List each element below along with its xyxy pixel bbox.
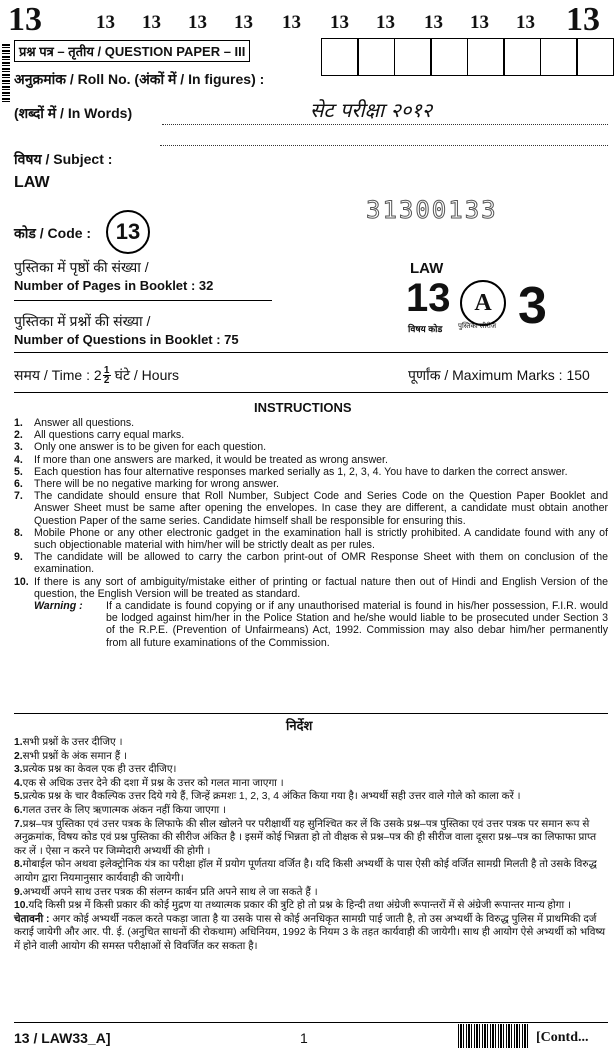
roll-box[interactable]	[394, 38, 432, 76]
list-item: 4. If more than one answers are marked, it would be treated as wrong answer.	[14, 453, 388, 466]
badge-number: 3	[518, 277, 547, 335]
list-item: 9.अभ्यर्थी अपने साथ उत्तर पत्रक की संलग्न कार्बन प्रति अपने साथ ले जा सकते हैं ।	[14, 886, 318, 898]
top-code-left: 13	[8, 1, 42, 38]
time-fraction-num: 1	[103, 365, 110, 376]
nirdesh-list	[14, 736, 608, 954]
top-code-10: 13	[516, 12, 535, 33]
warning-item-hindi	[14, 913, 608, 954]
footer-barcode-icon	[458, 1024, 530, 1048]
instructions-top-divider	[14, 392, 608, 393]
badge-subject-code: 13	[406, 276, 451, 320]
serial-number: 31300133	[366, 196, 498, 224]
roll-box[interactable]	[540, 38, 578, 76]
badge-subject: LAW	[410, 260, 444, 277]
top-code-1: 13	[96, 12, 115, 33]
questions-label: Number of Questions in Booklet : 75	[14, 332, 239, 347]
list-item: 3. Only one answer is to be given for each question.	[14, 441, 267, 454]
list-item: 7.प्रश्न–पत्र पुस्तिका एवं उत्तर पत्रक के लिफाफे की सील खोलने पर परीक्षार्थी यह सुनिश्चित कर लें कि उसके प्रश्न–पत्र पुस्तिका एवं उत्तर पत्रक पर समान रूप से अनुक्रमांक, विषय कोड एवं प्रश्न पुस्तिका की सीरीज अंकित है । इसमें कोई भिन्नता हो तो वीक्षक से प्रश्न–पत्र की ही सीरीज वाला दूसरा प्रश्न–पत्र का लिफाफा प्राप्त कर लें । ऐसा न करने पर जिम्मेदारी अभ्यर्थी की होगी ।	[14, 818, 597, 857]
subject-label: विषय / Subject :	[14, 151, 113, 167]
roll-box[interactable]	[357, 38, 395, 76]
list-item: 5. Each question has four alternative responses marked serially as 1, 2, 3, 4. You have to darken the correct answer.	[14, 465, 568, 478]
top-code-5: 13	[282, 12, 301, 33]
instructions-title: INSTRUCTIONS	[254, 400, 352, 415]
footer-code: 13 / LAW33_A]	[14, 1030, 111, 1046]
list-item: 8. Mobile Phone or any other electronic gadget in the examination hall is strictly prohibited. A candidate found with any of such objectionable material with him/her will be strictly dealt as per rules.	[14, 526, 608, 552]
code-value: 13	[115, 219, 141, 244]
side-barcode-icon	[2, 44, 10, 104]
contd-label: [Contd...	[536, 1030, 589, 1045]
list-item: 10.यदि किसी प्रश्न में किसी प्रकार की कोई मुद्रण या तथ्यात्मक प्रकार की त्रुटि हो तो प्रश्न के हिन्दी तथा अंग्रेजी रूपान्तरों में से अंग्रेजी रूपान्तर मान्य होगा ।	[14, 900, 571, 912]
roll-words-line	[162, 124, 608, 125]
footer-divider	[14, 1022, 608, 1023]
top-code-row	[0, 1, 616, 38]
instructions-list	[14, 417, 608, 649]
questions-label-hindi: पुस्तिका में प्रश्नों की संख्या /	[14, 313, 151, 329]
badge-sub-left: विषय कोड	[408, 324, 443, 334]
top-code-right: 13	[566, 1, 600, 38]
top-code-2: 13	[142, 12, 161, 33]
top-code-3: 13	[188, 12, 207, 33]
time-fraction-den: 2	[103, 375, 110, 386]
list-item: 3.प्रत्येक प्रश्न का केवल एक ही उत्तर दीजिए।	[14, 764, 177, 776]
time-unit: घंटे / Hours	[114, 367, 180, 383]
time-line	[14, 366, 179, 385]
warning-label-hindi: चेतावनी :	[14, 913, 50, 925]
list-item: 10. If there is any sort of ambiguity/mistake either of printing or factual nature then out of Hindi and English Version of the question, the English Version will be treated as standard.	[14, 575, 608, 600]
list-item: 9. The candidate will be allowed to carry the carbon print-out of OMR Response Sheet with them on conclusion of the examination.	[14, 551, 608, 576]
list-item: 2.सभी प्रश्नों के अंक समान हैं ।	[14, 750, 127, 762]
page-number: 1	[300, 1030, 308, 1046]
roll-box[interactable]	[430, 38, 468, 76]
pages-label-hindi: पुस्तिका में पृष्ठों की संख्या /	[14, 259, 149, 275]
list-item: 7. The candidate should ensure that Roll Number, Subject Code and Series Code on the Question Paper Booklet and Answer Sheet must be same after opening the envelopes. In case they are different, a candidate must obtain another Question Paper of the same series. Candidate himself shall be responsible for ensuring this.	[14, 490, 608, 527]
code-circle	[106, 210, 150, 254]
badge-series: A	[474, 289, 492, 316]
list-item: 5.प्रत्येक प्रश्न के चार वैकल्पिक उत्तर दिये गये हैं, जिन्हें क्रमशः 1, 2, 3, 4 अंकित किया गया है। अभ्यर्थी सही उत्तर वाले गोले को काला करें ।	[14, 791, 521, 803]
list-item: 6.गलत उत्तर के लिए ऋणात्मक अंकन नहीं किया जाएगा ।	[14, 804, 226, 816]
list-item: 1.सभी प्रश्नों के उत्तर दीजिए ।	[14, 737, 123, 748]
question-paper-label: प्रश्न पत्र – तृतीय / QUESTION PAPER – III	[14, 40, 250, 62]
top-code-7: 13	[376, 12, 395, 33]
roll-words-label: (शब्दों में / In Words)	[14, 105, 133, 121]
list-item: 1. Answer all questions.	[14, 417, 135, 429]
badge-series-circle	[460, 280, 506, 326]
badge-sub-right: पुस्तिका सीरीज	[458, 323, 497, 330]
header-divider	[14, 352, 608, 353]
roll-figures-label: अनुक्रमांक / Roll No. (अंकों में / In figures) :	[14, 71, 265, 87]
pages-divider	[14, 300, 272, 301]
top-code-4: 13	[234, 12, 253, 33]
top-code-9: 13	[470, 12, 489, 33]
pages-label: Number of Pages in Booklet : 32	[14, 278, 214, 293]
list-item: 4.एक से अधिक उत्तर देने की दशा में प्रश्न के उत्तर को गलत माना जाएगा ।	[14, 777, 284, 789]
roll-box[interactable]	[467, 38, 505, 76]
list-item: 6. There will be no negative marking for wrong answer.	[14, 478, 279, 491]
time-fraction	[103, 366, 111, 385]
top-code-8: 13	[424, 12, 443, 33]
code-label: कोड / Code :	[14, 225, 92, 241]
time-label: समय / Time : 2	[14, 367, 102, 383]
top-code-6: 13	[330, 12, 349, 33]
roll-box[interactable]	[503, 38, 541, 76]
separator-line	[160, 145, 608, 146]
warning-label: Warning :	[34, 600, 83, 613]
roll-words-value[interactable]: सेट परीक्षा २०१२	[310, 98, 433, 122]
subject-value: LAW	[14, 174, 50, 191]
instructions-bottom-divider	[14, 713, 608, 714]
roll-box[interactable]	[576, 38, 614, 76]
nirdesh-title: निर्देश	[286, 718, 313, 733]
max-marks: पूर्णांक / Maximum Marks : 150	[408, 367, 590, 383]
warning-text: If a candidate is found copying or if any unauthorised material is found in his/her possession, F.I.R. would be lodged against him/her in the Police Station and he/she would liable to be prosecuted under Section 3 of the R.P.E. (Prevention of Unfairmeans) Act, 1992. Commission may also debar him/her permanently from all future examinations of the Commission.	[106, 600, 608, 649]
warning-text-hindi: अगर कोई अभ्यर्थी नकल करते पकड़ा जाता है या उसके पास से कोई अनधिकृत सामग्री पाई जाती है, तो उस अभ्यर्थी के विरुद्ध पुलिस में प्राथमिकी दर्ज कराई जायेगी और आर. पी. ई. (अनुचित साधनों की रोकथाम) अधिनियम, 1992 के नियम 3 के तहत कार्यवाही की जायेगी। साथ ही आयोग ऐसे अभ्यर्थी को भविष्य में होने वाली आयोग की समस्त परीक्षाओं से विवर्जित कर सकता है।	[14, 913, 606, 952]
list-item: 2. All questions carry equal marks.	[14, 429, 185, 442]
warning-item	[14, 600, 608, 649]
roll-box[interactable]	[321, 38, 359, 76]
roll-number-boxes[interactable]	[322, 38, 614, 76]
list-item: 8.मोबाईल फोन अथवा इलेक्ट्रोनिक यंत्र का परीक्षा हॉल में प्रयोग पूर्णतया वर्जित है। यदि किसी अभ्यर्थी के पास ऐसी कोई वर्जित सामग्री मिलती है तो उसके विरुद्ध आयोग द्वारा नियमानुसार कार्यवाही की जायेगी।	[14, 859, 597, 884]
